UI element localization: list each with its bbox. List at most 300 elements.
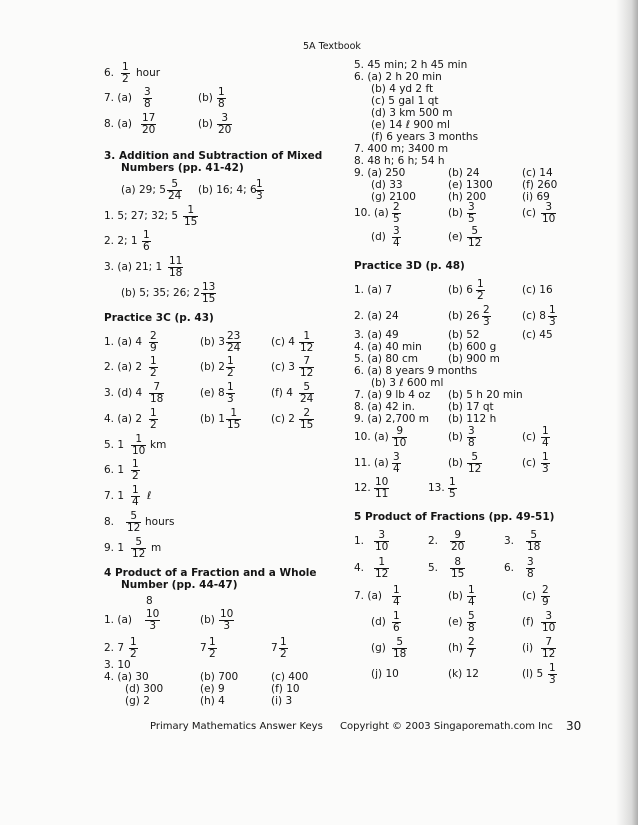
fraction-numerator: 1 bbox=[122, 61, 129, 73]
fraction-numerator: 1 bbox=[549, 662, 556, 674]
fraction-numerator: 5 bbox=[167, 179, 182, 191]
section-heading: 4 Product of a Fraction and a Whole bbox=[104, 567, 317, 579]
fraction-denominator: 20 bbox=[451, 541, 465, 553]
fraction-numerator: 1 bbox=[130, 636, 137, 648]
fraction-denominator: 12 bbox=[300, 367, 314, 379]
fraction bbox=[148, 408, 159, 431]
fraction-denominator: 4 bbox=[393, 596, 400, 608]
fraction-numerator: 23 bbox=[227, 330, 241, 342]
answer-text: (e) 9 bbox=[200, 683, 225, 695]
fraction bbox=[391, 585, 402, 608]
fraction-numerator: 1 bbox=[218, 86, 225, 98]
fraction-denominator: 10 bbox=[132, 445, 146, 457]
fraction-numerator: 11 bbox=[169, 255, 183, 267]
fraction bbox=[466, 226, 483, 249]
answer-text: 8. bbox=[104, 516, 115, 528]
answer-text: 11. (a) bbox=[354, 457, 389, 469]
fraction-denominator: 12 bbox=[132, 548, 146, 560]
answer-text: 5. bbox=[428, 562, 439, 574]
fraction-denominator: 10 bbox=[542, 622, 556, 634]
fraction bbox=[447, 477, 458, 500]
fraction-denominator: 10 bbox=[375, 541, 389, 553]
answer-text: (b) 3 ℓ 600 ml bbox=[371, 377, 444, 389]
fraction-denominator: 15 bbox=[184, 216, 198, 228]
fraction-denominator: 3 bbox=[483, 316, 490, 328]
answer-text: (j) 10 bbox=[371, 668, 399, 680]
fraction-numerator: 1 bbox=[468, 584, 475, 596]
fraction-denominator: 4 bbox=[393, 463, 400, 475]
fraction-numerator: 1 bbox=[226, 408, 241, 420]
answer-text: (b) 112 h bbox=[448, 413, 497, 425]
answer-text: 1. (a) 4 bbox=[104, 336, 143, 348]
fraction bbox=[218, 609, 235, 632]
fraction-numerator: 1 bbox=[393, 584, 400, 596]
footer-title: Primary Mathematics Answer Keys bbox=[150, 721, 323, 732]
fraction bbox=[254, 179, 265, 202]
page-header: 5A Textbook bbox=[303, 41, 361, 52]
fraction-denominator: 4 bbox=[132, 496, 139, 508]
fraction-denominator: 12 bbox=[468, 237, 482, 249]
fraction bbox=[525, 530, 542, 553]
fraction-numerator: 17 bbox=[142, 112, 156, 124]
fraction-numerator: 1 bbox=[132, 458, 139, 470]
fraction-denominator: 5 bbox=[393, 213, 400, 225]
fraction-numerator: 5 bbox=[468, 610, 475, 622]
answer-text: 9. 1 bbox=[104, 542, 125, 554]
answer-text: ℓ bbox=[147, 490, 152, 502]
fraction-numerator: 1 bbox=[132, 484, 139, 496]
fraction-denominator: 2 bbox=[122, 73, 129, 85]
answer-text: (a) 29; 5 bbox=[121, 184, 166, 196]
fraction-numerator: 2 bbox=[393, 201, 400, 213]
answer-text: 6. bbox=[504, 562, 515, 574]
fraction bbox=[120, 62, 131, 85]
fraction bbox=[540, 611, 557, 634]
answer-text: 2. (a) 2 bbox=[104, 361, 143, 373]
fraction-numerator: 1 bbox=[227, 355, 234, 367]
answer-text: 1. (a) 7 bbox=[354, 284, 393, 296]
answer-text: (c) bbox=[522, 207, 536, 219]
fraction bbox=[391, 426, 408, 449]
fraction bbox=[391, 226, 402, 249]
fraction bbox=[525, 557, 536, 580]
fraction-numerator: 1 bbox=[256, 178, 263, 190]
fraction-denominator: 12 bbox=[375, 568, 389, 580]
fraction bbox=[298, 408, 315, 431]
answer-text: (b) 1 bbox=[200, 413, 225, 425]
fraction-denominator: 9 bbox=[150, 342, 157, 354]
answer-text: (c) bbox=[522, 431, 536, 443]
fraction-denominator: 2 bbox=[132, 470, 139, 482]
answer-text: 7. 1 bbox=[104, 490, 125, 502]
fraction-numerator: 3 bbox=[541, 202, 556, 214]
answer-text: 10. (a) bbox=[354, 207, 389, 219]
fraction bbox=[540, 452, 551, 475]
fraction-denominator: 20 bbox=[142, 124, 156, 136]
fraction-numerator: 1 bbox=[393, 610, 400, 622]
fraction bbox=[125, 511, 142, 534]
answer-text: (c) 8 bbox=[522, 310, 546, 322]
answer-text: (d) 33 bbox=[371, 179, 403, 191]
fraction bbox=[298, 382, 315, 405]
fraction-numerator: 1 bbox=[227, 381, 234, 393]
answer-text: (c) bbox=[522, 590, 536, 602]
fraction-numerator: 3 bbox=[374, 530, 389, 542]
fraction-denominator: 15 bbox=[227, 419, 241, 431]
answer-text: 1. bbox=[354, 535, 365, 547]
fraction bbox=[130, 485, 141, 508]
answer-text: 3. bbox=[504, 535, 515, 547]
fraction bbox=[373, 530, 390, 553]
fraction-denominator: 2 bbox=[150, 419, 157, 431]
answer-text: hours bbox=[145, 516, 175, 528]
fraction bbox=[373, 477, 390, 500]
answer-text: (d) bbox=[371, 616, 386, 628]
answer-text: 2. 2; 1 bbox=[104, 235, 138, 247]
fraction-denominator: 2 bbox=[227, 367, 234, 379]
answer-text: (b) bbox=[448, 431, 463, 443]
fraction bbox=[547, 305, 558, 328]
fraction-denominator: 15 bbox=[300, 419, 314, 431]
fraction-denominator: 15 bbox=[451, 568, 465, 580]
footer-copyright: Copyright © 2003 Singaporemath.com Inc bbox=[340, 721, 553, 732]
fraction-denominator: 3 bbox=[549, 316, 556, 328]
fraction-denominator: 2 bbox=[150, 367, 157, 379]
fraction-numerator: 3 bbox=[527, 556, 534, 568]
answer-text: (b) bbox=[198, 118, 213, 130]
fraction bbox=[130, 434, 147, 457]
fraction-denominator: 2 bbox=[209, 648, 216, 660]
answer-text: (g) bbox=[371, 642, 386, 654]
answer-text: 4. (a) 2 bbox=[104, 413, 143, 425]
answer-text: (c) bbox=[522, 457, 536, 469]
answer-text: (b) 17 qt bbox=[448, 401, 494, 413]
answer-text: (b) 3 bbox=[200, 336, 225, 348]
fraction-numerator: 10 bbox=[220, 608, 234, 620]
fraction bbox=[449, 557, 466, 580]
fraction-numerator: 3 bbox=[468, 201, 475, 213]
answer-text: (g) 2 bbox=[125, 695, 150, 707]
fraction-numerator: 1 bbox=[477, 278, 484, 290]
fraction bbox=[466, 202, 477, 225]
fraction-numerator: 1 bbox=[374, 557, 389, 569]
fraction-numerator: 3 bbox=[468, 425, 475, 437]
fraction-denominator: 4 bbox=[542, 437, 549, 449]
fraction bbox=[391, 202, 402, 225]
answer-text: (g) 2100 bbox=[371, 191, 416, 203]
fraction bbox=[225, 331, 242, 354]
fraction-denominator: 8 bbox=[527, 568, 534, 580]
answer-text: 5. 1 bbox=[104, 439, 125, 451]
fraction-denominator: 3 bbox=[227, 393, 234, 405]
answer-text: (f) 10 bbox=[271, 683, 300, 695]
fraction-numerator: 2 bbox=[299, 408, 314, 420]
fraction bbox=[475, 279, 486, 302]
fraction bbox=[216, 87, 227, 110]
section-heading: Number (pp. 44-47) bbox=[121, 579, 238, 591]
fraction-numerator: 7 bbox=[299, 356, 314, 368]
answer-text: (h) 200 bbox=[448, 191, 487, 203]
fraction-denominator: 3 bbox=[256, 190, 263, 202]
answer-text: (b) bbox=[448, 457, 463, 469]
answer-text: (e) 1300 bbox=[448, 179, 493, 191]
fraction bbox=[148, 382, 165, 405]
answer-text: 3. (d) 4 bbox=[104, 387, 143, 399]
fraction-numerator: 1 bbox=[150, 355, 157, 367]
section-heading: Numbers (pp. 41-42) bbox=[121, 162, 244, 174]
answer-text: (f) 4 bbox=[271, 387, 293, 399]
fraction bbox=[144, 609, 161, 632]
answer-text: 3. 10 bbox=[104, 659, 131, 671]
fraction-numerator: 5 bbox=[126, 511, 141, 523]
answer-text: 10. (a) bbox=[354, 431, 389, 443]
answer-text: (d) 3 km 500 m bbox=[371, 107, 453, 119]
answer-text: (c) 400 bbox=[271, 671, 309, 683]
fraction-numerator: 1 bbox=[449, 476, 456, 488]
fraction-numerator: 5 bbox=[299, 382, 314, 394]
answer-text: 5. (a) 80 cm bbox=[354, 353, 419, 365]
fraction-denominator: 2 bbox=[280, 648, 287, 660]
fraction bbox=[466, 637, 477, 660]
answer-text: km bbox=[150, 439, 167, 451]
answer-text: 7. (a) 9 lb 4 oz bbox=[354, 389, 431, 401]
fraction-numerator: 1 bbox=[542, 451, 549, 463]
answer-text: (i) bbox=[522, 642, 534, 654]
fraction-numerator: 13 bbox=[202, 281, 216, 293]
fraction-numerator: 2 bbox=[468, 636, 475, 648]
fraction-numerator: 10 bbox=[375, 476, 389, 488]
fraction-numerator: 1 bbox=[209, 636, 216, 648]
answer-text: (e) bbox=[448, 616, 463, 628]
fraction bbox=[373, 557, 390, 580]
fraction bbox=[278, 637, 289, 660]
fraction bbox=[298, 356, 315, 379]
fraction-numerator: 7 bbox=[149, 382, 164, 394]
fraction bbox=[391, 611, 402, 634]
answer-text: (b) 5 h 20 min bbox=[448, 389, 523, 401]
fraction bbox=[225, 356, 236, 379]
answer-text: (b) 700 bbox=[200, 671, 239, 683]
answer-text: 9. (a) 250 bbox=[354, 167, 406, 179]
fraction bbox=[547, 663, 558, 686]
answer-text: 7 bbox=[271, 642, 278, 654]
fraction bbox=[540, 202, 557, 225]
fraction bbox=[391, 452, 402, 475]
answer-text: 8. (a) bbox=[104, 118, 132, 130]
answer-text: (c) 14 bbox=[522, 167, 553, 179]
answer-text: 1. (a) bbox=[104, 614, 132, 626]
fraction bbox=[225, 408, 242, 431]
fraction-numerator: 1 bbox=[549, 304, 556, 316]
section-heading: Practice 3D (p. 48) bbox=[354, 260, 465, 272]
answer-text: m bbox=[151, 542, 162, 554]
answer-text: 7 bbox=[200, 642, 207, 654]
answer-text: 6. (a) 8 years 9 months bbox=[354, 365, 478, 377]
fraction-numerator: 8 bbox=[450, 557, 465, 569]
answer-text: (e) bbox=[448, 231, 463, 243]
fraction-numerator: 5 bbox=[526, 530, 541, 542]
answer-text: (l) 5 bbox=[522, 668, 544, 680]
answer-text: (b) bbox=[200, 614, 215, 626]
answer-text: (b) 16; 4; 6 bbox=[198, 184, 257, 196]
section-heading: 3. Addition and Subtraction of Mixed bbox=[104, 150, 323, 162]
fraction bbox=[207, 637, 218, 660]
fraction bbox=[148, 331, 159, 354]
answer-text: (c) 4 bbox=[271, 336, 295, 348]
answer-text: (c) 5 gal 1 qt bbox=[371, 95, 439, 107]
answer-text: 4. (a) 40 min bbox=[354, 341, 422, 353]
fraction-denominator: 8 bbox=[468, 437, 475, 449]
fraction-denominator: 7 bbox=[468, 648, 475, 660]
answer-text: hour bbox=[136, 67, 161, 79]
answer-text: 3. (a) 21; 1 bbox=[104, 261, 163, 273]
answer-text: 4. bbox=[354, 562, 365, 574]
fraction-denominator: 3 bbox=[542, 463, 549, 475]
fraction-denominator: 3 bbox=[549, 674, 556, 686]
section-heading: 5 Product of Fractions (pp. 49-51) bbox=[354, 511, 555, 523]
fraction-denominator: 18 bbox=[393, 648, 407, 660]
answer-text: (f) bbox=[522, 616, 534, 628]
fraction-numerator: 3 bbox=[393, 225, 400, 237]
fraction-numerator: 9 bbox=[450, 530, 465, 542]
fraction-numerator: 3 bbox=[541, 611, 556, 623]
answer-text: 8 bbox=[146, 595, 153, 607]
answer-text: (b) bbox=[448, 207, 463, 219]
answer-text: 13. bbox=[428, 482, 445, 494]
fraction-numerator: 3 bbox=[144, 86, 151, 98]
fraction bbox=[298, 331, 315, 354]
fraction-denominator: 9 bbox=[542, 596, 549, 608]
fraction-denominator: 5 bbox=[468, 213, 475, 225]
fraction-numerator: 1 bbox=[131, 434, 146, 446]
fraction bbox=[540, 637, 557, 660]
fraction bbox=[540, 585, 551, 608]
answer-text: (i) 69 bbox=[522, 191, 550, 203]
answer-text: (b) bbox=[198, 92, 213, 104]
fraction-numerator: 5 bbox=[467, 452, 482, 464]
fraction bbox=[200, 282, 217, 305]
fraction-denominator: 8 bbox=[218, 98, 225, 110]
fraction-numerator: 1 bbox=[143, 229, 150, 241]
fraction bbox=[142, 87, 153, 110]
answer-text: (b) 900 m bbox=[448, 353, 500, 365]
answer-text: (b) 600 g bbox=[448, 341, 497, 353]
fraction-numerator: 5 bbox=[392, 637, 407, 649]
page-number: 30 bbox=[566, 719, 582, 733]
fraction bbox=[466, 611, 477, 634]
fraction-denominator: 5 bbox=[449, 488, 456, 500]
fraction bbox=[225, 382, 236, 405]
answer-text: (e) 8 bbox=[200, 387, 225, 399]
fraction-denominator: 8 bbox=[468, 622, 475, 634]
fraction-numerator: 7 bbox=[541, 637, 556, 649]
answer-text: 7. 400 m; 3400 m bbox=[354, 143, 449, 155]
fraction-numerator: 1 bbox=[280, 636, 287, 648]
fraction-denominator: 11 bbox=[375, 488, 389, 500]
answer-text: (d) bbox=[371, 231, 386, 243]
fraction bbox=[167, 256, 184, 279]
answer-text: (c) 3 bbox=[271, 361, 295, 373]
section-heading: Practice 3C (p. 43) bbox=[104, 312, 214, 324]
fraction bbox=[540, 426, 551, 449]
fraction-numerator: 3 bbox=[393, 451, 400, 463]
fraction-denominator: 4 bbox=[468, 596, 475, 608]
fraction bbox=[182, 205, 199, 228]
answer-text: 1. 5; 27; 32; 5 bbox=[104, 210, 179, 222]
fraction bbox=[466, 585, 477, 608]
answer-text: (c) 45 bbox=[522, 329, 553, 341]
answer-text: 2. 7 bbox=[104, 642, 125, 654]
answer-text: (b) 2 bbox=[200, 361, 225, 373]
fraction bbox=[166, 179, 183, 202]
answer-text: 7. (a) bbox=[104, 92, 132, 104]
answer-text: (b) 6 bbox=[448, 284, 473, 296]
fraction-numerator: 1 bbox=[299, 331, 314, 343]
fraction-denominator: 18 bbox=[150, 393, 164, 405]
fraction-numerator: 9 bbox=[392, 426, 407, 438]
answer-text: 8. (a) 42 in. bbox=[354, 401, 415, 413]
fraction bbox=[466, 426, 477, 449]
answer-text: 6. 1 bbox=[104, 464, 125, 476]
answer-text: (h) 4 bbox=[200, 695, 225, 707]
fraction-denominator: 4 bbox=[393, 237, 400, 249]
fraction-denominator: 3 bbox=[149, 620, 157, 632]
answer-text: 9. (a) 2,700 m bbox=[354, 413, 429, 425]
answer-text: (i) 3 bbox=[271, 695, 293, 707]
answer-text: 5. 45 min; 2 h 45 min bbox=[354, 59, 468, 71]
fraction-denominator: 12 bbox=[300, 342, 314, 354]
answer-text: (c) 2 bbox=[271, 413, 295, 425]
answer-text: 2. (a) 24 bbox=[354, 310, 399, 322]
fraction-denominator: 24 bbox=[168, 190, 182, 202]
answer-text: 8. 48 h; 6 h; 54 h bbox=[354, 155, 445, 167]
fraction bbox=[128, 637, 139, 660]
fraction-denominator: 18 bbox=[527, 541, 541, 553]
fraction bbox=[466, 452, 483, 475]
fraction-numerator: 5 bbox=[131, 537, 146, 549]
answer-text: (f) 6 years 3 months bbox=[371, 131, 479, 143]
fraction-numerator: 3 bbox=[217, 113, 232, 125]
answer-text: (b) bbox=[448, 590, 463, 602]
answer-text: (c) 16 bbox=[522, 284, 553, 296]
fraction bbox=[141, 230, 152, 253]
fraction-denominator: 20 bbox=[218, 124, 232, 136]
fraction-denominator: 12 bbox=[542, 648, 556, 660]
fraction-denominator: 15 bbox=[202, 293, 216, 305]
fraction-denominator: 2 bbox=[477, 290, 484, 302]
fraction bbox=[130, 537, 147, 560]
fraction-numerator: 2 bbox=[542, 584, 549, 596]
fraction-denominator: 10 bbox=[393, 437, 407, 449]
fraction-denominator: 12 bbox=[127, 522, 141, 534]
answer-text: (b) 5; 35; 26; 2 bbox=[121, 287, 200, 299]
answer-text: 6. bbox=[104, 67, 115, 79]
fraction-numerator: 1 bbox=[542, 425, 549, 437]
fraction-numerator: 5 bbox=[467, 226, 482, 238]
fraction-numerator: 10 bbox=[146, 608, 160, 620]
answer-text: (f) 260 bbox=[522, 179, 558, 191]
answer-text: 6. (a) 2 h 20 min bbox=[354, 71, 442, 83]
fraction-denominator: 6 bbox=[143, 241, 150, 253]
fraction-numerator: 2 bbox=[150, 330, 157, 342]
fraction-denominator: 6 bbox=[393, 622, 400, 634]
answer-text: (k) 12 bbox=[448, 668, 479, 680]
answer-text: (b) 24 bbox=[448, 167, 480, 179]
fraction-denominator: 24 bbox=[227, 342, 241, 354]
fraction bbox=[449, 530, 466, 553]
answer-text: 4. (a) 30 bbox=[104, 671, 149, 683]
answer-text: (d) 300 bbox=[125, 683, 164, 695]
